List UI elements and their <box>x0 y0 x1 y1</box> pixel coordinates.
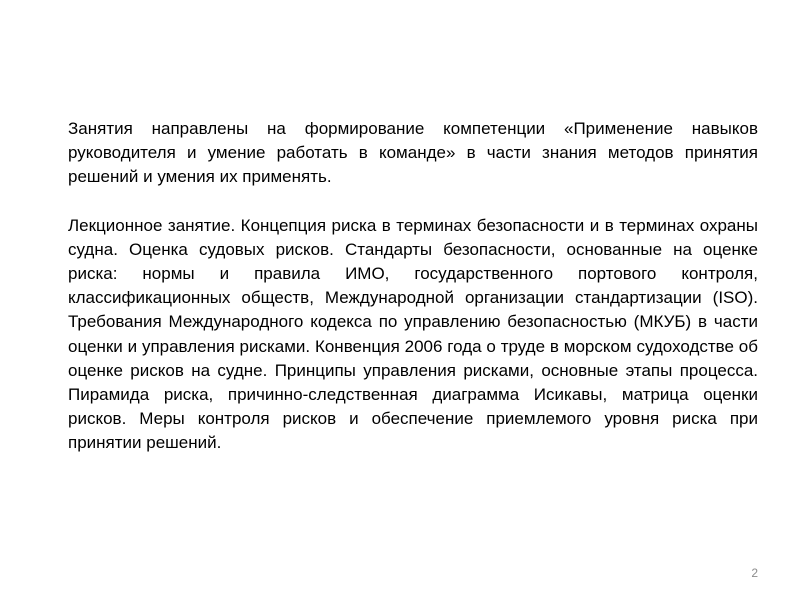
slide-body <box>68 117 758 456</box>
page-number: 2 <box>751 566 758 580</box>
paragraph-lecture: Лекционное занятие. Концепция риска в терминах безопасности и в терминах охраны судна. Оценка судовых рисков. Стандарты безопасности, основанные на оценке риска: нормы и правила ИМО, государственного портового контроля, классификационных обществ, Международной организации стандартизации (ISO). Требования Международного кодекса по управлению безопасностью (МКУБ) в части оценки и управления рисками. Конвенция 2006 года о труде в морском судоходстве об оценке рисков на судне. Принципы управления рисками, основные этапы процесса. Пирамида риска, причинно-следственная диаграмма Исикавы, матрица оценки рисков. Меры контроля рисков и обеспечение приемлемого уровня риска при принятии решений. <box>68 215 758 453</box>
paragraph-competence: Занятия направлены на формирование компетенции «Применение навыков руководителя и умение работать в команде» в части знания методов принятия решений и умения их применять. <box>68 119 758 187</box>
